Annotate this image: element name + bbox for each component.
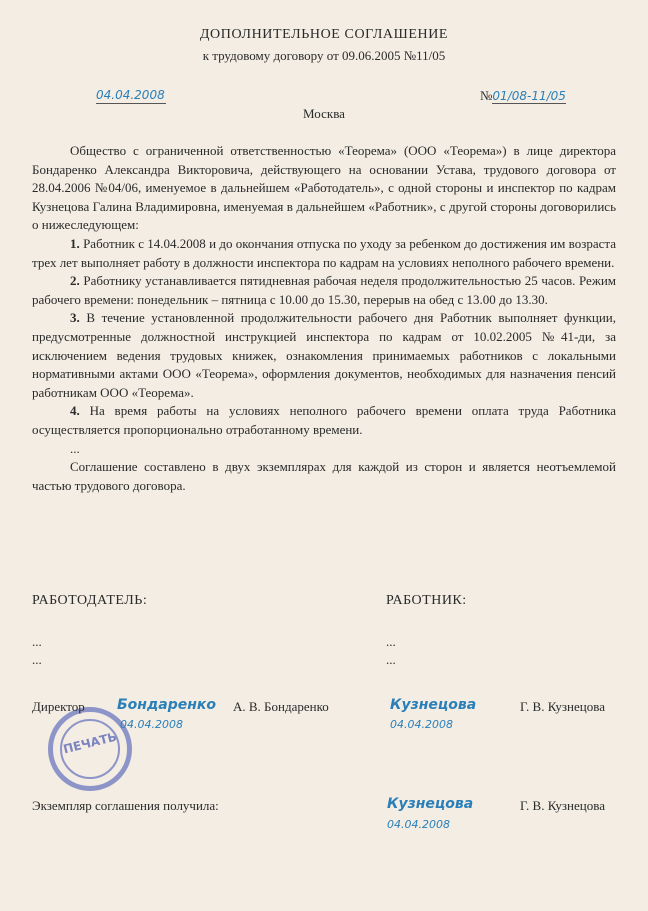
clause-3 [32,309,616,402]
employee-signature-date: 04.04.2008 [390,718,453,731]
employee-details [386,633,396,669]
stamp-text: ПЕЧАТЬ [61,729,119,757]
employer-details [32,633,42,669]
document-subtitle: к трудовому договору от 09.06.2005 №11/05 [202,48,446,63]
intro-paragraph: Общество с ограниченной ответственностью «Теорема» (ООО «Теорема») в лице директора Бондаренко Александра Викторовича, действующего на основании Устава, трудового договора от 28.04.2006 №04/06, именуемое в дальнейшем «Работодатель», с одной стороны и инспектор по кадрам Кузнецова Галина Владимировна, именуемая в дальнейшем «Работник», с другой стороны договорились о нижеследующем: [32,143,616,233]
employee-signature: Кузнецова [390,697,477,713]
employee-name: Г. В. Кузнецова [520,699,605,714]
clause-2 [32,272,616,309]
director-label: Директор [32,699,85,714]
employee-dots-2: ... [386,652,396,667]
copy-name: Г. В. Кузнецова [520,798,605,813]
employee-label: РАБОТНИК: [386,593,467,608]
handwritten-date: 04.04.2008 [96,88,165,102]
director-signature: Бондаренко [117,697,217,713]
employer-dots-2: ... [32,652,42,667]
document-title: ДОПОЛНИТЕЛЬНОЕ СОГЛАШЕНИЕ [199,27,449,42]
city: Москва [303,106,345,121]
clause-number: 1. [70,235,80,251]
employer-dots-1: ... [32,634,42,649]
director-signature-date: 04.04.2008 [120,718,183,731]
clause-number: 4. [70,403,80,419]
number-prefix: № [480,88,493,103]
agreement-body [32,142,616,495]
copy-signature: Кузнецова [387,796,474,812]
clause-1 [32,235,616,272]
clause-text: В течение установленной продолжительности рабочего дня Работник выполняет функции, предусмотренные должностной инструкцией инспектора по кадрам от 10.02.2005 №41-ди, за исключением ведения трудовых книжек, ознакомления принимаемых работников с локальными нормативными актами ООО «Теорема», оформления документов, необходимых для назначения пенсий работникам ООО «Теорема». [32,310,617,400]
employee-dots-1: ... [386,634,396,649]
employer-label: РАБОТОДАТЕЛЬ: [32,593,148,608]
clause-text: Работнику устанавливается пятидневная рабочая неделя продолжительностью 25 часов. Режим рабочего времени: понедельник – пятница с 10.00 до 15.30, перерыв на обед с 13.00 до 13.30. [32,273,616,307]
document-number [480,88,566,104]
director-name: А. В. Бондаренко [233,699,329,714]
clause-number: 2. [70,273,80,289]
closing-paragraph: Соглашение составлено в двух экземплярах для каждой из сторон и является неотъемлемой частью трудового договора. [32,459,616,493]
clause-text: На время работы на условиях неполного рабочего времени оплата труда Работника осуществляется пропорционально отработанному времени. [32,403,617,437]
clause-text: Работник с 14.04.2008 и до окончания отпуска по уходу за ребенком до достижения им возраста трех лет выполняет работу в должности инспектора по кадрам на условиях неполного рабочего времени. [32,235,617,270]
clause-number: 3. [70,310,80,326]
clause-4 [32,402,616,439]
ellipsis: ... [70,440,80,456]
copy-signature-date: 04.04.2008 [387,818,450,831]
copy-received-label: Экземпляр соглашения получила: [32,798,219,813]
handwritten-number: 01/08-11/05 [492,89,566,103]
